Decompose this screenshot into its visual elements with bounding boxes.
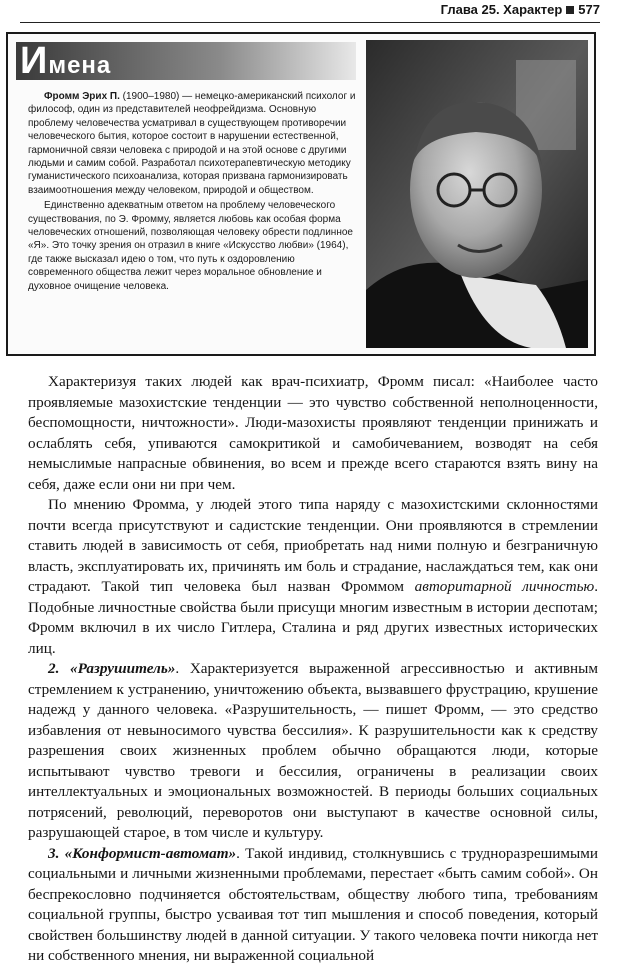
- chapter-title: Глава 25. Характер: [440, 2, 563, 17]
- paragraph-3: [28, 659, 598, 844]
- sidebar-paragraph-1: [28, 90, 358, 197]
- paragraph-4: [28, 844, 598, 967]
- square-bullet-icon: [566, 6, 574, 14]
- paragraph-4-text: . Такой индивид, столкнувшись с трудноразрешимыми социальными и личными жизненными проблемами, перестает «быть самим собой». Он беспрекословно подчиняется обстоятельствам, обществу любого типа, требованиям социальной группы, быстро усваивая тот тип мышления и способ поведения, который свойствен большинству людей в данной ситуации. У такого человека почти никогда нет ни собственного мнения, ни выраженной социальной: [28, 844, 598, 964]
- portrait-photo: [366, 40, 588, 348]
- main-text: [28, 372, 598, 967]
- sidebar-title: Имена: [20, 40, 112, 82]
- names-sidebar-box: [6, 32, 596, 356]
- paragraph-3-text: . Характеризуется выраженной агрессивностью и активным стремлением к устранению, уничтожению объекта, вызвавшего фрустрацию, крушение надежд у данного человека. «Разрушительность, — пишет Фромм, — это средство избавления от невыносимого чувства бессилия». К разрушительности как к средству разрешения своих жизненных проблем обычно обращаются люди, которые испытывают чувство тревоги и бессилия, ограничены в реализации своих интеллектуальных и эмоциональных возможностей. В периоды больших социальных потрясений, революций, переворотов они выступают в качестве основной силы, разрушающей старое, в том числе и культуру.: [28, 660, 598, 841]
- sidebar-bio: [28, 90, 358, 293]
- paragraph-1: Характеризуя таких людей как врач-психиатр, Фромм писал: «Наиболее часто проявляемые мазохистские тенденции — это чувство собственной неполноценности, беспомощности, ничтожности». Люди-мазохисты проявляют тенденции принижать и ослаблять себя, упиваются самокритикой и самобичеванием, возводят на себя немыслимые напрасные обвинения, во всем и прежде всего стараются взять вину на себя, даже если они ни при чем.: [28, 373, 598, 493]
- paragraph-2-text-b: . Подобные личностные свойства были присущи многим известным в истории деспотам; Фромм включил в их число Гитлера, Сталина и ряд других известных исторических лиц.: [28, 578, 598, 657]
- sidebar-paragraph-2: Единственно адекватным ответом на проблему человеческого существования, по Э. Фромму, является любовь как особая форма человеческих отношений, позволяющая человеку обрести подлинное «Я». Это точку зрения он отразил в книге «Искусство любви» (1964), где также высказал идею о том, что путь к оздоровлению современного общества лежит через моральное обновление и духовное очищение человека.: [28, 200, 353, 292]
- page-number: 577: [578, 2, 600, 17]
- bio-text-1: (1900–1980) — немецко-американский психолог и философ, один из представителей неофрейдизма. Основную проблему человечества усматривал в существующем противоречии человеческого бытия, которое состоит в нарушении естественной, гармоничной связи человека с природой и на этой основе с другими людьми и самим собой. Разработал психотерапевтическую методику гуманистического психоанализа, которая призвана гармонизировать взаимоотношения между человеком, природой и обществом.: [28, 91, 356, 196]
- bio-name: Фромм Эрих П.: [44, 91, 120, 102]
- sidebar-heading-banner: [16, 42, 356, 80]
- type-conformist-heading: 3. «Конформист-автомат»: [48, 844, 237, 862]
- paragraph-2: [28, 495, 598, 659]
- type-destroyer-heading: 2. «Разрушитель»: [48, 660, 176, 677]
- paragraph-2-text-a: По мнению Фромма, у людей этого типа наряду с мазохистскими склонностями почти всегда присутствуют и садистские тенденции. Они проявляются в стремлении ставить людей в зависимость от себя, приобретать над ними полную и безграничную власть, эксплуатировать их, причинять им боль и страдание, наслаждаться тем, как они страдают. Такой тип человека был назван Фроммом: [28, 496, 598, 595]
- running-head: [20, 0, 600, 23]
- term-authoritarian-personality: авторитарной личностью: [414, 578, 595, 595]
